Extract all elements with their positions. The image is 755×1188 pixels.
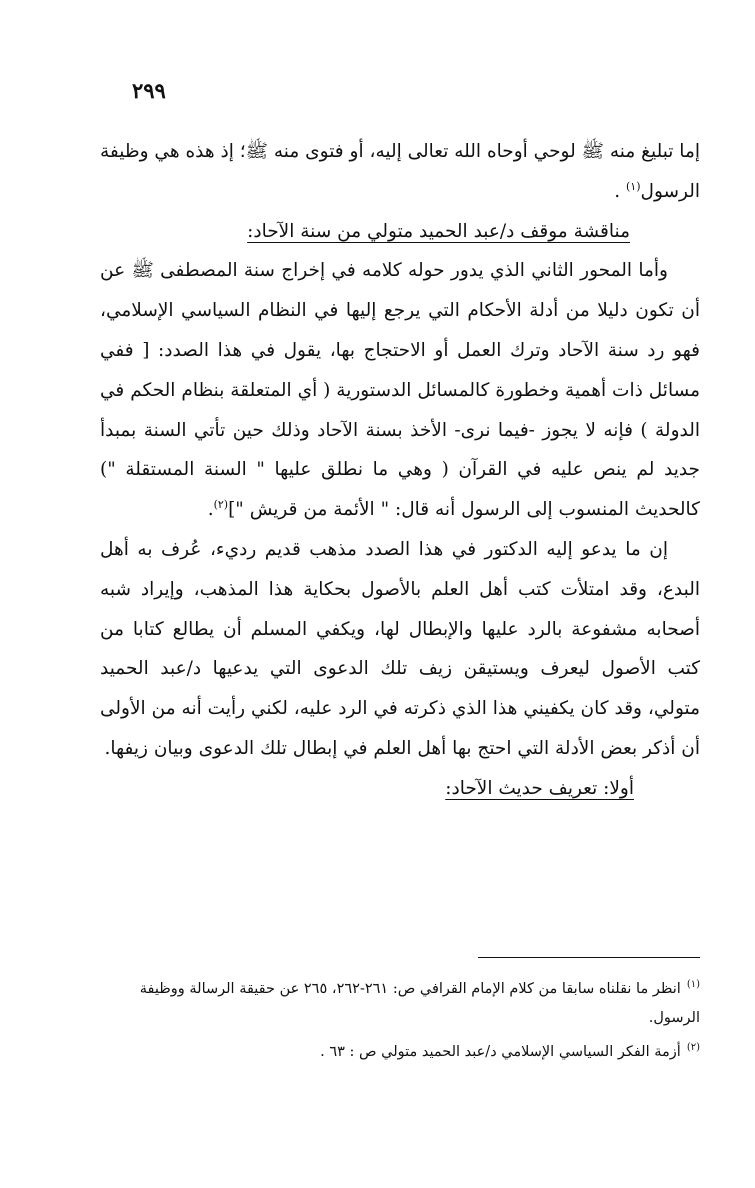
footnote-ref-1[interactable]: (١) <box>626 179 641 193</box>
section-heading-2-text: أولا: تعريف حديث الآحاد: <box>445 777 634 799</box>
footnote-1 <box>100 970 700 1033</box>
section-heading-1-text: مناقشة موقف د/عبد الحميد متولي من سنة الآحاد: <box>247 220 630 242</box>
footnote-separator <box>478 957 700 958</box>
main-text <box>100 132 700 809</box>
paragraph-3: إن ما يدعو إليه الدكتور في هذا الصدد مذهب قديم رديء، عُرف به أهل البدع، وقد امتلأت كتب أهل العلم بالأصول بحكاية هذا المذهب، وإيراد شبه أصحابه مشفوعة بالرد عليها والإبطال لها، ويكفي المسلم أن يطالع كتابا من كتب الأصول ليعرف ويستيقن زيف تلك الدعوى التي يدعيها د/عبد الحميد متولي، وقد كان يكفيني هذا الذي ذكرته في الرد عليه، لكني رأيت أنه من الأولى أن أذكر بعض الأدلة التي احتج بها أهل العلم في إبطال تلك الدعوى وبيان زيفها. <box>100 538 700 759</box>
page-number: ٢٩٩ <box>132 78 166 103</box>
footnote-ref-2[interactable]: (٢) <box>213 498 229 512</box>
paragraph-2 <box>100 251 700 530</box>
footnote-2-mark: (٢) <box>686 1042 700 1053</box>
footnote-1-mark: (١) <box>686 979 700 990</box>
footnotes <box>100 970 700 1067</box>
footnote-2-text: أزمة الفكر السياسي الإسلامي د/عبد الحميد متولي ص : ٦٣ . <box>320 1044 681 1060</box>
section-heading-2 <box>100 769 700 809</box>
paragraph-2-end: . <box>207 499 214 521</box>
paragraph-1 <box>100 132 700 212</box>
section-heading-1 <box>100 212 700 252</box>
footnote-2 <box>100 1033 700 1067</box>
footnote-1-text: انظر ما نقلناه سابقا من كلام الإمام القرافي ص: ٢٦١-٢٦٢، ٢٦٥ عن حقيقة الرسالة ووظيفة الرسول. <box>139 981 700 1026</box>
paragraph-1-end: . <box>614 180 626 202</box>
paragraph-2-text: وأما المحور الثاني الذي يدور حوله كلامه في إخراج سنة المصطفى ﷺ عن أن تكون دليلا من أدلة الأحكام التي يرجع إليها في النظام السياسي الإسلامي، فهو رد سنة الآحاد وترك العمل أو الاحتجاج بها، يقول في هذا الصدد: [ ففي مسائل ذات أهمية وخطورة كالمسائل الدستورية ( أي المتعلقة بنظام الحكم في الدولة ) فإنه لا يجوز -فيما نرى- الأخذ بسنة الآحاد وذلك حين تأتي السنة بمبدأ جديد لم ينص عليه في القرآن ( وهي ما نطلق عليها " السنة المستقلة ") كالحديث المنسوب إلى الرسول أنه قال: " الأئمة من قريش "] <box>100 260 700 521</box>
paragraph-1-text: إما تبليغ منه ﷺ لوحي أوحاه الله تعالى إليه، أو فتوى منه ﷺ؛ إذ هذه هي وظيفة الرسول <box>100 141 700 202</box>
